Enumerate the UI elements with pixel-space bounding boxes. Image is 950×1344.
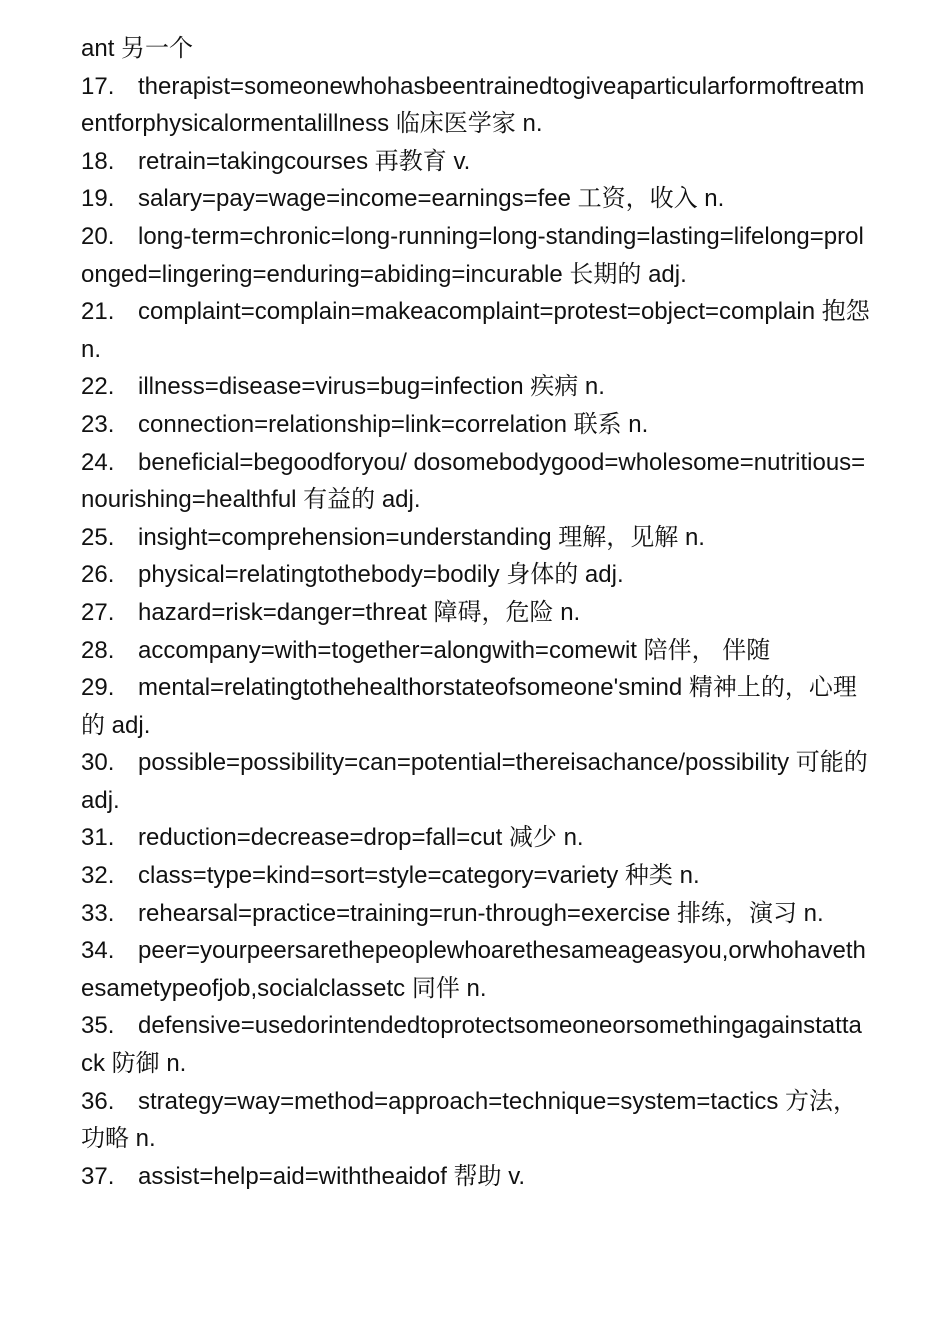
- entry-number: 37.: [81, 1162, 115, 1190]
- vocab-entry: [81, 68, 871, 143]
- entry-number: 20.: [81, 222, 115, 250]
- entry-text: therapist=someonewhohasbeentrainedtogiveaparticularformoftreatmentforphysicalormentalillness 临床医学家 n.: [81, 72, 865, 138]
- vocab-entry: [81, 218, 871, 293]
- entry-number: 22.: [81, 373, 115, 401]
- vocab-entry: [81, 444, 871, 519]
- vocab-entry: [81, 895, 871, 933]
- vocab-entry: [81, 406, 871, 444]
- entry-text: assist=help=aid=withtheaidof 帮助 v.: [138, 1162, 526, 1190]
- entry-number: 23.: [81, 410, 115, 438]
- entry-number: 33.: [81, 899, 115, 927]
- entry-text: illness=disease=virus=bug=infection 疾病 n.: [138, 373, 605, 401]
- vocab-entry: [81, 594, 871, 632]
- entry-text: possible=possibility=can=potential=thereisachance/possibility 可能的 adj.: [81, 749, 868, 814]
- entry-number: 35.: [81, 1012, 115, 1040]
- vocab-entry: [81, 819, 871, 857]
- entry-number: 30.: [81, 749, 115, 777]
- entry-text: hazard=risk=danger=threat 障碍，危险 n.: [138, 598, 581, 626]
- entry-text: connection=relationship=link=correlation 联系 n.: [138, 410, 649, 438]
- entry-text: complaint=complain=makeacomplaint=protest=object=complain 抱怨 n.: [81, 298, 870, 363]
- vocab-entry: [81, 632, 871, 670]
- entry-number: 21.: [81, 298, 115, 326]
- vocab-entry: [81, 556, 871, 594]
- entry-number: 36.: [81, 1087, 115, 1115]
- entry-text: defensive=usedorintendedtoprotectsomeoneorsomethingagainstattack 防御 n.: [81, 1012, 862, 1078]
- entry-text: retrain=takingcourses 再教育 v.: [138, 147, 471, 175]
- vocab-entry: [81, 180, 871, 218]
- vocab-entry: [81, 1158, 871, 1196]
- vocabulary-list: [81, 68, 871, 1196]
- entry-number: 18.: [81, 147, 115, 175]
- vocab-entry: [81, 293, 871, 368]
- entry-number: 29.: [81, 674, 115, 702]
- vocab-entry: [81, 857, 871, 895]
- vocab-entry: [81, 744, 871, 819]
- entry-text: insight=comprehension=understanding 理解，见解 n.: [138, 523, 705, 551]
- entry-number: 34.: [81, 937, 115, 965]
- vocab-entry: [81, 143, 871, 181]
- entry-text: class=type=kind=sort=style=category=variety 种类 n.: [138, 862, 700, 890]
- entry-number: 17.: [81, 72, 115, 100]
- entry-text: rehearsal=practice=training=run-through=exercise 排练，演习 n.: [138, 899, 824, 927]
- entry-text: reduction=decrease=drop=fall=cut 减少 n.: [138, 824, 584, 852]
- entry-text: beneficial=begoodforyou/ dosomebodygood=wholesome=nutritious=nourishing=healthful 有益的 adj.: [81, 448, 866, 514]
- entry-text: salary=pay=wage=income=earnings=fee 工资，收入 n.: [138, 185, 725, 213]
- entry-text: mental=relatingtothehealthorstateofsomeone'smind 精神上的，心理的 adj.: [81, 674, 857, 739]
- entry-number: 32.: [81, 862, 115, 890]
- entry-text: accompany=with=together=alongwith=comewit 陪伴， 伴随: [138, 636, 771, 664]
- entry-text: physical=relatingtothebody=bodily 身体的 adj.: [138, 561, 624, 589]
- vocab-entry: [81, 519, 871, 557]
- entry-number: 27.: [81, 598, 115, 626]
- vocab-entry: [81, 932, 871, 1007]
- document-page: [81, 30, 871, 1195]
- vocab-entry: [81, 669, 871, 744]
- entry-number: 28.: [81, 636, 115, 664]
- entry-number: 25.: [81, 523, 115, 551]
- vocab-entry: [81, 368, 871, 406]
- entry-number: 31.: [81, 824, 115, 852]
- vocab-entry: [81, 1083, 871, 1158]
- entry-text: strategy=way=method=approach=technique=system=tactics 方法，功略 n.: [81, 1087, 858, 1153]
- entry-text: peer=yourpeersarethepeoplewhoarethesameageasyou,orwhohavethesametypeofjob,socialclassetc 同伴 n.: [81, 937, 866, 1002]
- entry-number: 19.: [81, 185, 115, 213]
- continued-line: ant 另一个: [81, 35, 194, 62]
- entry-number: 24.: [81, 448, 115, 476]
- vocab-entry: [81, 1007, 871, 1082]
- entry-number: 26.: [81, 561, 115, 589]
- entry-text: long-term=chronic=long-running=long-standing=lasting=lifelong=prolonged=lingering=enduring=abiding=incurable 长期的 adj.: [81, 222, 864, 288]
